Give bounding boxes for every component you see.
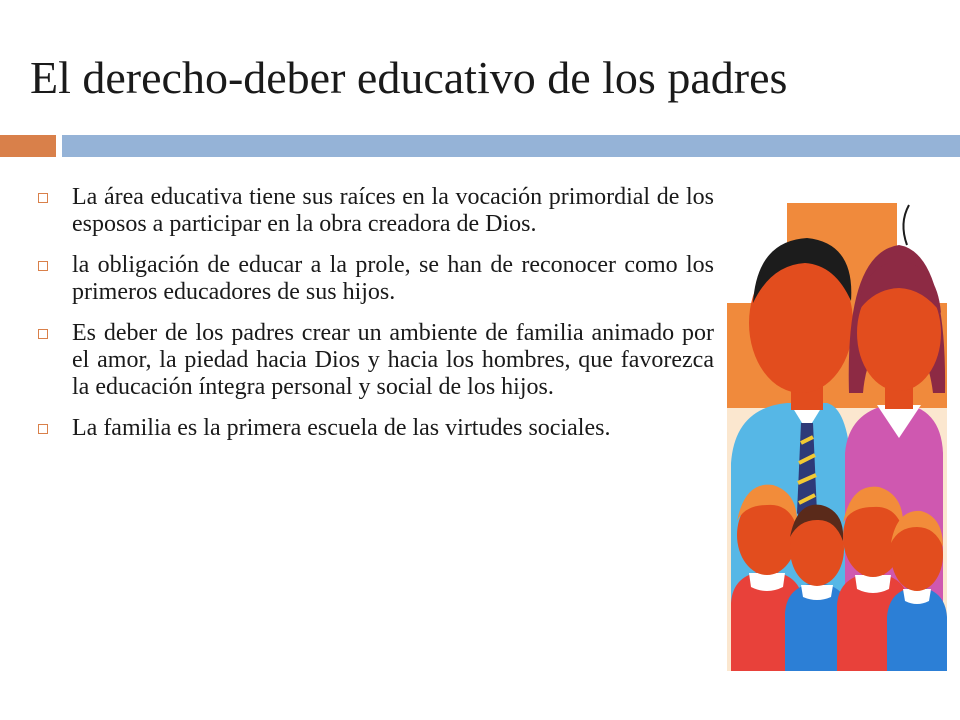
title-rule-blue xyxy=(62,135,960,157)
hollow-square-icon xyxy=(38,261,48,271)
hollow-square-icon xyxy=(38,424,48,434)
family-illustration xyxy=(727,193,947,671)
bullet-text: La área educativa tiene sus raíces en la vocación primordial de los esposos a participar en la obra creadora de Dios. xyxy=(72,184,714,237)
bullet-text: la obligación de educar a la prole, se han de reconocer como los primeros educadores de sus hijos. xyxy=(72,252,714,305)
hollow-square-icon xyxy=(38,329,48,339)
list-item xyxy=(36,252,714,306)
hollow-square-icon xyxy=(38,193,48,203)
title-rule-orange xyxy=(0,135,56,157)
list-item xyxy=(36,184,714,238)
slide-title: El derecho-deber educativo de los padres xyxy=(30,52,788,103)
bullet-text: Es deber de los padres crear un ambiente de familia animado por el amor, la piedad hacia Dios y hacia los hombres, que favorezca la educación íntegra personal y social de los hijos. xyxy=(72,320,714,400)
list-item xyxy=(36,415,714,442)
list-item xyxy=(36,320,714,401)
bullet-list xyxy=(36,184,714,456)
bullet-text: La familia es la primera escuela de las virtudes sociales. xyxy=(72,415,611,441)
